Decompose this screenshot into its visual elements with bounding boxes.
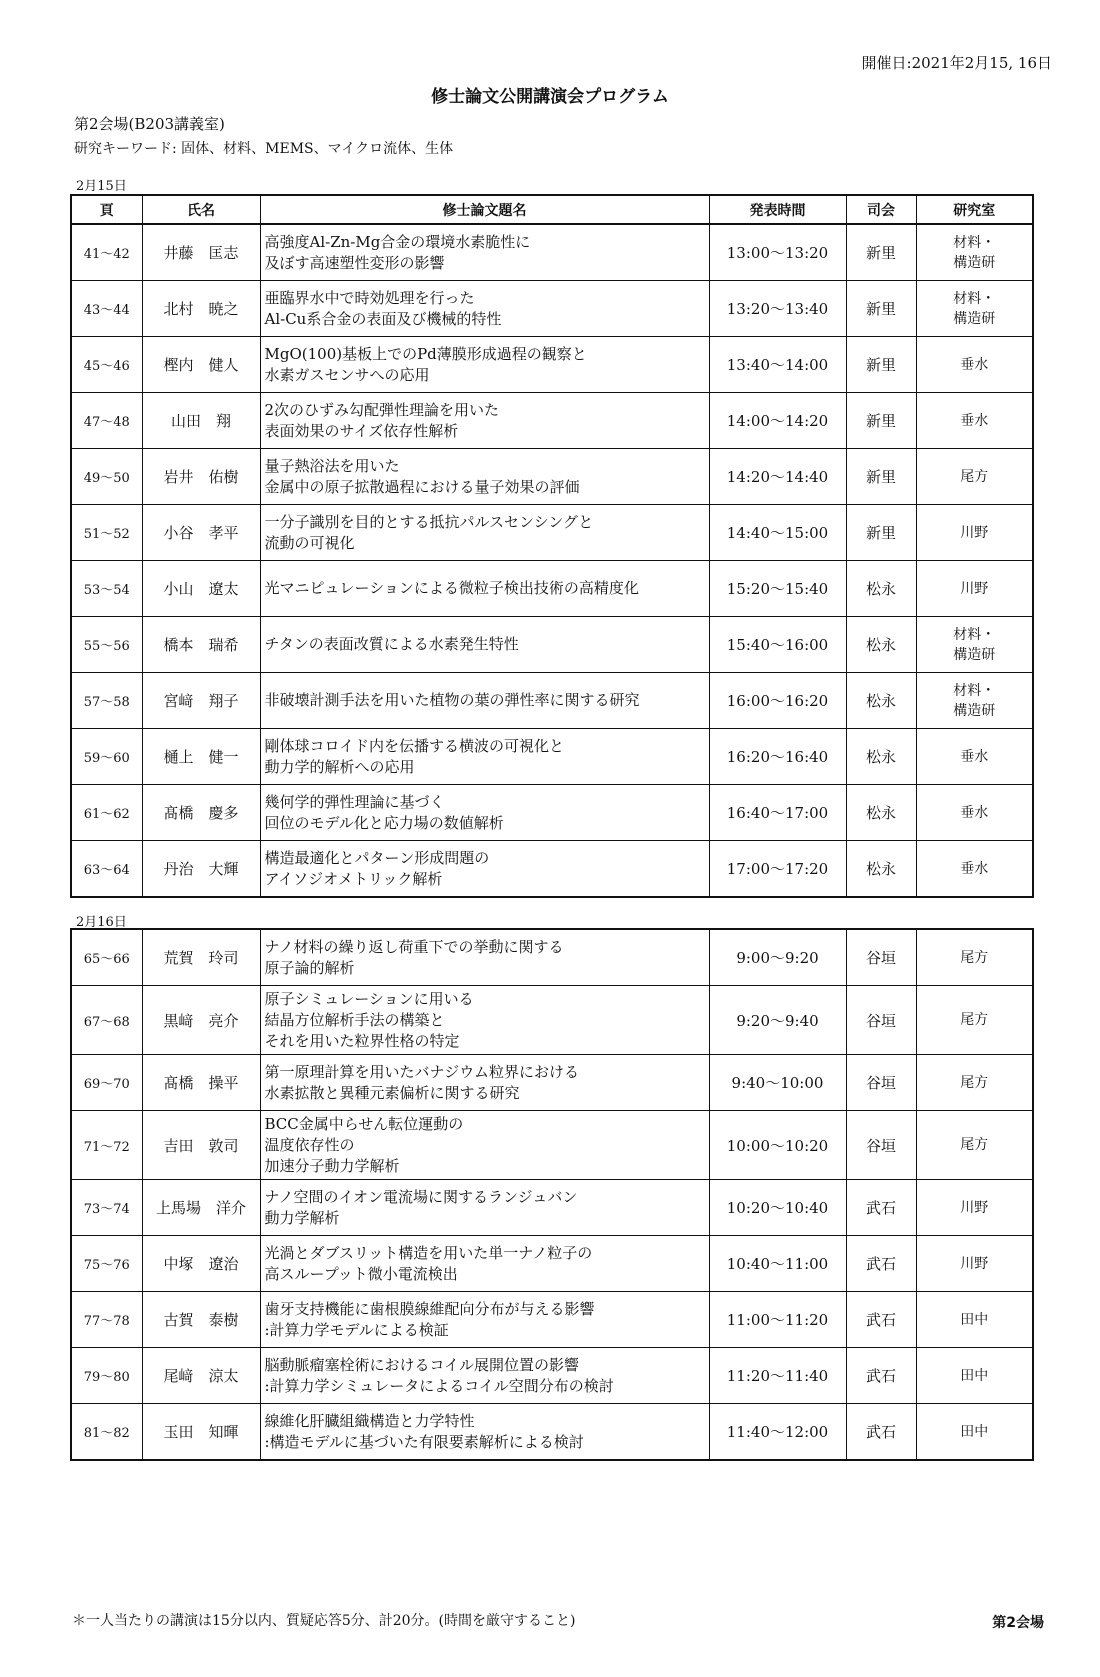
name-cell: 樫内 健人 xyxy=(142,337,260,393)
lab-cell: 尾方 xyxy=(916,1055,1033,1111)
table-row xyxy=(71,785,1033,841)
thesis-title-cell: 幾何学的弾性理論に基づく 回位のモデル化と応力場の数値解析 xyxy=(260,785,709,841)
lab-cell: 田中 xyxy=(916,1404,1033,1461)
page-cell: 55～56 xyxy=(71,617,142,673)
page-cell: 75～76 xyxy=(71,1236,142,1292)
page-cell: 47～48 xyxy=(71,393,142,449)
name-cell: 荒賀 玲司 xyxy=(142,929,260,986)
column-header-page: 頁 xyxy=(71,195,142,224)
chair-cell: 松永 xyxy=(846,729,916,785)
time-cell: 17:00～17:20 xyxy=(709,841,846,898)
time-cell: 14:40～15:00 xyxy=(709,505,846,561)
time-cell: 14:20～14:40 xyxy=(709,449,846,505)
page-cell: 63～64 xyxy=(71,841,142,898)
thesis-title-cell: 歯牙支持機能に歯根膜線維配向分布が与える影響 :計算力学モデルによる検証 xyxy=(260,1292,709,1348)
table-row xyxy=(71,449,1033,505)
name-cell: 山田 翔 xyxy=(142,393,260,449)
chair-cell: 武石 xyxy=(846,1292,916,1348)
name-cell: 上馬場 洋介 xyxy=(142,1180,260,1236)
table-row xyxy=(71,929,1033,986)
thesis-title-cell: 第一原理計算を用いたバナジウム粒界における 水素拡散と異種元素偏析に関する研究 xyxy=(260,1055,709,1111)
page-cell: 69～70 xyxy=(71,1055,142,1111)
name-cell: 橋本 瑞希 xyxy=(142,617,260,673)
page-cell: 59～60 xyxy=(71,729,142,785)
name-cell: 中塚 遼治 xyxy=(142,1236,260,1292)
thesis-title-cell: 原子シミュレーションに用いる 結晶方位解析手法の構築と それを用いた粒界性格の特定 xyxy=(260,986,709,1055)
thesis-title-cell: ナノ材料の繰り返し荷重下での挙動に関する 原子論的解析 xyxy=(260,929,709,986)
time-cell: 16:00～16:20 xyxy=(709,673,846,729)
time-cell: 14:00～14:20 xyxy=(709,393,846,449)
table-row xyxy=(71,729,1033,785)
time-cell: 11:00～11:20 xyxy=(709,1292,846,1348)
table-row xyxy=(71,1292,1033,1348)
schedule-table-day2 xyxy=(70,928,1034,1461)
table-row xyxy=(71,1348,1033,1404)
chair-cell: 武石 xyxy=(846,1348,916,1404)
time-cell: 16:20～16:40 xyxy=(709,729,846,785)
lab-cell: 川野 xyxy=(916,1180,1033,1236)
table-row xyxy=(71,1404,1033,1461)
name-cell: 樋上 健一 xyxy=(142,729,260,785)
lab-cell: 田中 xyxy=(916,1292,1033,1348)
thesis-title-cell: 量子熱浴法を用いた 金属中の原子拡散過程における量子効果の評価 xyxy=(260,449,709,505)
thesis-title-cell: 非破壊計測手法を用いた植物の葉の弾性率に関する研究 xyxy=(260,673,709,729)
column-header-name: 氏名 xyxy=(142,195,260,224)
table-row xyxy=(71,1180,1033,1236)
name-cell: 北村 暁之 xyxy=(142,281,260,337)
chair-cell: 新里 xyxy=(846,505,916,561)
table-row xyxy=(71,505,1033,561)
page-cell: 45～46 xyxy=(71,337,142,393)
table-row xyxy=(71,561,1033,617)
chair-cell: 新里 xyxy=(846,281,916,337)
thesis-title-cell: 剛体球コロイド内を伝播する横波の可視化と 動力学的解析への応用 xyxy=(260,729,709,785)
lab-cell: 材料・ 構造研 xyxy=(916,281,1033,337)
lab-cell: 田中 xyxy=(916,1348,1033,1404)
page-cell: 81～82 xyxy=(71,1404,142,1461)
page-title: 修士論文公開講演会プログラム xyxy=(431,87,669,107)
time-cell: 9:00～9:20 xyxy=(709,929,846,986)
time-cell: 15:20～15:40 xyxy=(709,561,846,617)
time-cell: 13:20～13:40 xyxy=(709,281,846,337)
time-cell: 9:40～10:00 xyxy=(709,1055,846,1111)
lab-cell: 垂水 xyxy=(916,841,1033,898)
table-row xyxy=(71,281,1033,337)
table-row xyxy=(71,841,1033,898)
time-cell: 15:40～16:00 xyxy=(709,617,846,673)
page-cell: 79～80 xyxy=(71,1348,142,1404)
lab-cell: 垂水 xyxy=(916,729,1033,785)
day1-date-label: 2月15日 xyxy=(76,179,127,194)
chair-cell: 谷垣 xyxy=(846,986,916,1055)
name-cell: 髙橋 操平 xyxy=(142,1055,260,1111)
thesis-title-cell: MgO(100)基板上でのPd薄膜形成過程の観察と 水素ガスセンサへの応用 xyxy=(260,337,709,393)
venue-label: 第2会場(B203講義室) xyxy=(74,115,225,133)
thesis-title-cell: 脳動脈瘤塞栓術におけるコイル展開位置の影響 :計算力学シミュレータによるコイル空間分布の検討 xyxy=(260,1348,709,1404)
page-cell: 65～66 xyxy=(71,929,142,986)
thesis-title-cell: 高強度Al-Zn-Mg合金の環境水素脆性に 及ぼす高速塑性変形の影響 xyxy=(260,224,709,281)
name-cell: 尾﨑 涼太 xyxy=(142,1348,260,1404)
page-cell: 61～62 xyxy=(71,785,142,841)
column-header-time: 発表時間 xyxy=(709,195,846,224)
lab-cell: 尾方 xyxy=(916,1111,1033,1180)
thesis-title-cell: 線維化肝臓組織構造と力学特性 :構造モデルに基づいた有限要素解析による検討 xyxy=(260,1404,709,1461)
name-cell: 小山 遼太 xyxy=(142,561,260,617)
thesis-title-cell: 亜臨界水中で時効処理を行った Al-Cu系合金の表面及び機械的特性 xyxy=(260,281,709,337)
time-cell: 11:20～11:40 xyxy=(709,1348,846,1404)
page-cell: 41～42 xyxy=(71,224,142,281)
page-cell: 73～74 xyxy=(71,1180,142,1236)
name-cell: 井藤 匡志 xyxy=(142,224,260,281)
lab-cell: 川野 xyxy=(916,561,1033,617)
page-cell: 43～44 xyxy=(71,281,142,337)
time-cell: 13:00～13:20 xyxy=(709,224,846,281)
lab-cell: 川野 xyxy=(916,505,1033,561)
time-cell: 16:40～17:00 xyxy=(709,785,846,841)
name-cell: 岩井 佑樹 xyxy=(142,449,260,505)
page-cell: 51～52 xyxy=(71,505,142,561)
chair-cell: 谷垣 xyxy=(846,929,916,986)
chair-cell: 松永 xyxy=(846,673,916,729)
event-date: 開催日:2021年2月15, 16日 xyxy=(861,54,1052,72)
chair-cell: 新里 xyxy=(846,224,916,281)
table-row xyxy=(71,224,1033,281)
lab-cell: 尾方 xyxy=(916,929,1033,986)
thesis-title-cell: 2次のひずみ勾配弾性理論を用いた 表面効果のサイズ依存性解析 xyxy=(260,393,709,449)
thesis-title-cell: 構造最適化とパターン形成問題の アイソジオメトリック解析 xyxy=(260,841,709,898)
lab-cell: 材料・ 構造研 xyxy=(916,224,1033,281)
time-cell: 10:20～10:40 xyxy=(709,1180,846,1236)
time-cell: 13:40～14:00 xyxy=(709,337,846,393)
name-cell: 古賀 泰樹 xyxy=(142,1292,260,1348)
time-cell: 10:40～11:00 xyxy=(709,1236,846,1292)
thesis-title-cell: 光渦とダブスリット構造を用いた単一ナノ粒子の 高スループット微小電流検出 xyxy=(260,1236,709,1292)
page-cell: 67～68 xyxy=(71,986,142,1055)
table-row xyxy=(71,673,1033,729)
name-cell: 丹治 大輝 xyxy=(142,841,260,898)
lab-cell: 垂水 xyxy=(916,393,1033,449)
lab-cell: 垂水 xyxy=(916,337,1033,393)
lab-cell: 尾方 xyxy=(916,986,1033,1055)
lab-cell: 尾方 xyxy=(916,449,1033,505)
column-header-chair: 司会 xyxy=(846,195,916,224)
table-row xyxy=(71,986,1033,1055)
table-header-row xyxy=(71,195,1033,224)
chair-cell: 谷垣 xyxy=(846,1055,916,1111)
column-header-lab: 研究室 xyxy=(916,195,1033,224)
time-cell: 10:00～10:20 xyxy=(709,1111,846,1180)
chair-cell: 松永 xyxy=(846,841,916,898)
lab-cell: 材料・ 構造研 xyxy=(916,673,1033,729)
name-cell: 髙橋 慶多 xyxy=(142,785,260,841)
thesis-title-cell: チタンの表面改質による水素発生特性 xyxy=(260,617,709,673)
schedule-table-day1 xyxy=(70,194,1034,898)
page-cell: 71～72 xyxy=(71,1111,142,1180)
page-cell: 77～78 xyxy=(71,1292,142,1348)
name-cell: 宮﨑 翔子 xyxy=(142,673,260,729)
name-cell: 玉田 知暉 xyxy=(142,1404,260,1461)
name-cell: 吉田 敦司 xyxy=(142,1111,260,1180)
chair-cell: 武石 xyxy=(846,1236,916,1292)
column-header-thesis: 修士論文題名 xyxy=(260,195,709,224)
time-cell: 11:40～12:00 xyxy=(709,1404,846,1461)
chair-cell: 新里 xyxy=(846,393,916,449)
chair-cell: 谷垣 xyxy=(846,1111,916,1180)
chair-cell: 新里 xyxy=(846,337,916,393)
day2-date-label: 2月16日 xyxy=(76,915,127,930)
chair-cell: 松永 xyxy=(846,785,916,841)
chair-cell: 松永 xyxy=(846,617,916,673)
footnote: ＊一人当たりの講演は15分以内、質疑応答5分、計20分。(時間を厳守すること) xyxy=(72,1613,576,1629)
research-keywords: 研究キーワード: 固体、材料、MEMS、マイクロ流体、生体 xyxy=(74,141,454,157)
chair-cell: 武石 xyxy=(846,1404,916,1461)
table-row xyxy=(71,1236,1033,1292)
time-cell: 9:20～9:40 xyxy=(709,986,846,1055)
thesis-title-cell: ナノ空間のイオン電流場に関するランジュバン 動力学解析 xyxy=(260,1180,709,1236)
table-row xyxy=(71,617,1033,673)
thesis-title-cell: BCC金属中らせん転位運動の 温度依存性の 加速分子動力学解析 xyxy=(260,1111,709,1180)
name-cell: 小谷 孝平 xyxy=(142,505,260,561)
thesis-title-cell: 一分子識別を目的とする抵抗パルスセンシングと 流動の可視化 xyxy=(260,505,709,561)
table-row xyxy=(71,393,1033,449)
page-cell: 57～58 xyxy=(71,673,142,729)
venue-footer: 第2会場 xyxy=(992,1615,1044,1631)
table-row xyxy=(71,337,1033,393)
table-row xyxy=(71,1055,1033,1111)
lab-cell: 材料・ 構造研 xyxy=(916,617,1033,673)
thesis-title-cell: 光マニピュレーションによる微粒子検出技術の高精度化 xyxy=(260,561,709,617)
chair-cell: 新里 xyxy=(846,449,916,505)
lab-cell: 川野 xyxy=(916,1236,1033,1292)
chair-cell: 松永 xyxy=(846,561,916,617)
page-cell: 53～54 xyxy=(71,561,142,617)
chair-cell: 武石 xyxy=(846,1180,916,1236)
name-cell: 黒﨑 亮介 xyxy=(142,986,260,1055)
table-row xyxy=(71,1111,1033,1180)
page-cell: 49～50 xyxy=(71,449,142,505)
lab-cell: 垂水 xyxy=(916,785,1033,841)
